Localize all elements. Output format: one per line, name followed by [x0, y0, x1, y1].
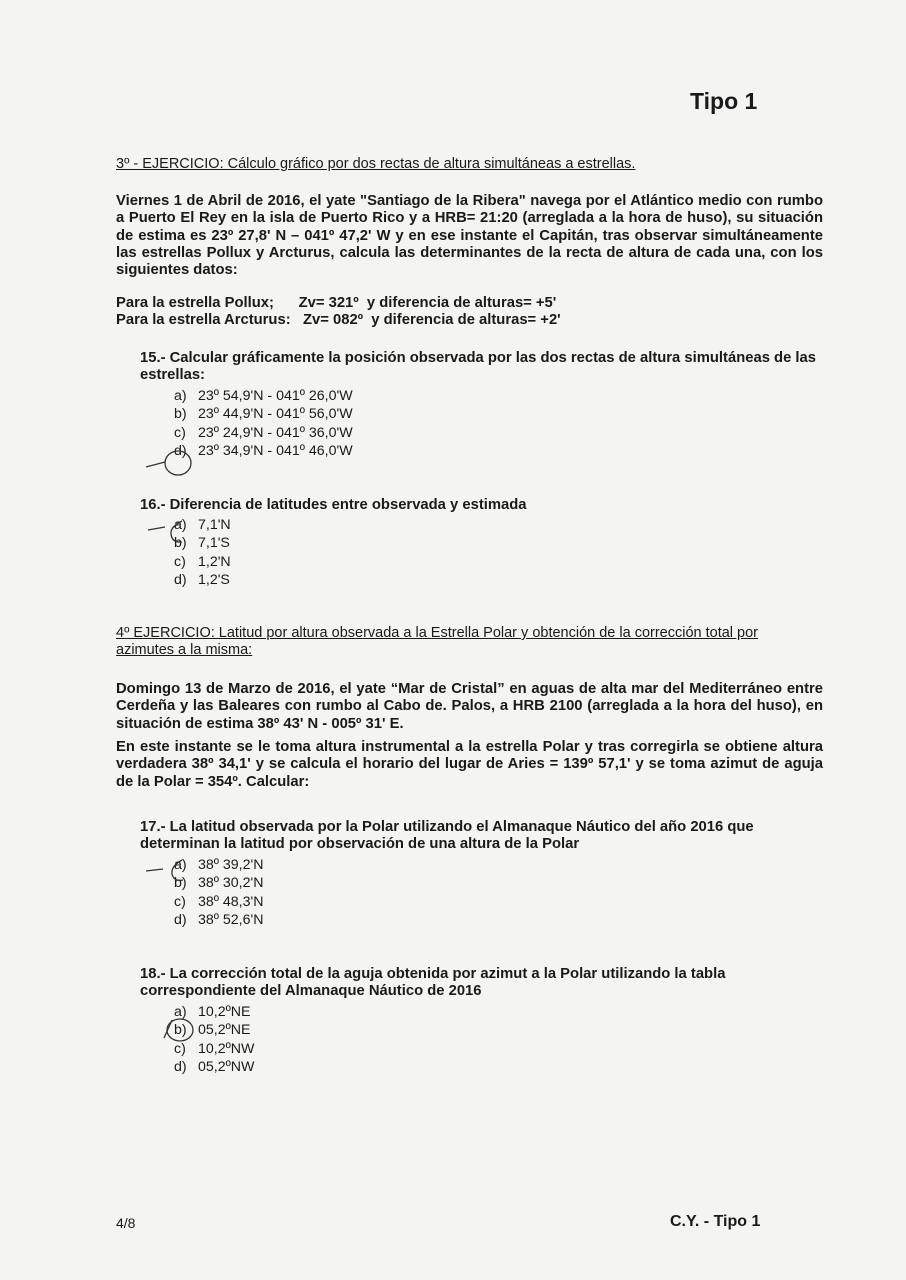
option-letter: d) [174, 571, 187, 588]
option-letter: d) [174, 1058, 187, 1075]
question-16: 16.- Diferencia de latitudes entre observada y estimada [140, 497, 527, 513]
option-text: 7,1'N [198, 517, 231, 533]
option-text: 1,2'S [198, 571, 230, 588]
option-letter: b) [174, 406, 187, 423]
option-letter: c) [174, 553, 186, 570]
option-letter: d) [174, 911, 187, 928]
option-text: 7,1'S [198, 535, 230, 552]
option-text: 1,2'N [198, 553, 231, 570]
answer-circle-16a [171, 521, 182, 542]
answer-tick-15d [146, 462, 165, 467]
answer-circle-17a [172, 860, 183, 880]
option-text: 10,2ºNW [198, 1040, 255, 1057]
exercise-3-intro: Viernes 1 de Abril de 2016, el yate "Santiago de la Ribera" navega por el Atlántico medio con rumbo a Puerto El Rey en la isla de Puerto Rico y a HRB= 21:20 (arreglada a la hora de huso), su situación de estima es 23º 27,8' N – 041º 47,2' W y en ese instante el Capitán, tras observar simultáneamente las estrellas Pollux y Arcturus, calcula las determinantes de la recta de altura de cada una, con los siguientes datos: [116, 193, 823, 279]
answer-tick-16a [148, 527, 165, 530]
question-17: 17.- La latitud observada por la Polar utilizando el Almanaque Náutico del año 2016 que determinan la latitud por observación de una altura de la Polar [140, 819, 754, 853]
footer-label: C.Y. - Tipo 1 [670, 1213, 761, 1230]
option-text: 23º 54,9'N - 041º 26,0'W [198, 388, 353, 404]
option-letter: b) [174, 875, 187, 892]
option-letter: a) [174, 388, 187, 404]
option-text: 10,2ºNE [198, 1004, 251, 1020]
option-text: 05,2ºNW [198, 1058, 255, 1075]
pollux-data: Para la estrella Pollux; Zv= 321º y diferencia de alturas= +5' [116, 295, 557, 311]
page-number: 4/8 [116, 1215, 136, 1231]
option-text: 23º 24,9'N - 041º 36,0'W [198, 424, 353, 441]
option-text: 23º 44,9'N - 041º 56,0'W [198, 406, 353, 423]
answer-circle-15d [165, 451, 191, 475]
option-letter: c) [174, 424, 186, 441]
option-text: 38º 52,6'N [198, 911, 264, 928]
exercise-4-intro: Domingo 13 de Marzo de 2016, el yate “Mar de Cristal” en aguas de alta mar del Mediterráneo entre Cerdeña y las Baleares con rumbo al Cabo de. Palos, a HRB 2100 (arreglada a la hora del huso), en situación de estima 38º 43' N - 005º 31' E. [116, 681, 823, 732]
option-letter: b) [174, 1022, 187, 1039]
question-18: 18.- La corrección total de la aguja obtenida por azimut a la Polar utilizando la tabla correspondiente del Almanaque Náutico de 2016 [140, 966, 726, 1000]
page-type-heading: Tipo 1 [690, 88, 758, 114]
exercise-4-intro-2: En este instante se le toma altura instrumental a la estrella Polar y tras corregirla se obtiene altura verdadera 38º 34,1' y se calcula el horario del lugar de Aries = 139º 57,1' y se toma azimut de aguja de la Polar = 354º. Calcular: [116, 739, 823, 790]
answer-tick-17a [146, 869, 163, 871]
option-text: 05,2ºNE [198, 1022, 251, 1039]
option-letter: a) [174, 517, 187, 533]
exercise-3-title: 3º - EJERCICIO: Cálculo gráfico por dos rectas de altura simultáneas a estrellas. [116, 156, 636, 172]
option-letter: a) [174, 1004, 187, 1020]
option-letter: c) [174, 893, 186, 910]
option-text: 38º 39,2'N [198, 857, 264, 873]
arcturus-data: Para la estrella Arcturus: Zv= 082º y diferencia de alturas= +2' [116, 312, 561, 328]
option-text: 23º 34,9'N - 041º 46,0'W [198, 442, 353, 459]
option-text: 38º 30,2'N [198, 875, 264, 892]
question-15: 15.- Calcular gráficamente la posición observada por las dos rectas de altura simultáneas de las estrellas: [140, 350, 816, 384]
option-letter: c) [174, 1040, 186, 1057]
exercise-4-title: 4º EJERCICIO: Latitud por altura observada a la Estrella Polar y obtención de la corrección total por azimutes a la misma: [116, 625, 759, 658]
option-letter: a) [174, 857, 187, 873]
option-letter: b) [174, 535, 187, 552]
option-text: 38º 48,3'N [198, 893, 264, 910]
option-letter: d) [174, 442, 187, 459]
